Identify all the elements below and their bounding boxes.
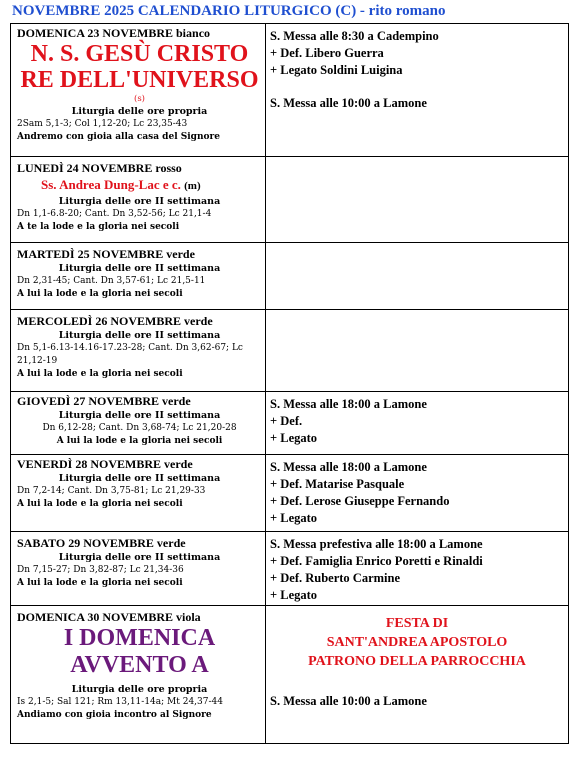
day-heading: DOMENICA 23 NOVEMBRE bianco bbox=[17, 26, 211, 40]
feast-title-line: AVVENTO A bbox=[70, 652, 209, 678]
event-line: + Def. Libero Guerra bbox=[270, 46, 384, 60]
day-cell bbox=[11, 24, 266, 157]
events-cell bbox=[266, 606, 569, 744]
saint-name bbox=[17, 176, 262, 195]
readings: Dn 1,1-6.8-20; Cant. Dn 3,52-56; Lc 21,1-4 bbox=[17, 209, 212, 219]
day-heading: MARTEDÌ 25 NOVEMBRE verde bbox=[17, 247, 195, 261]
table-row bbox=[11, 532, 569, 606]
event-line: S. Messa alle 18:00 a Lamone bbox=[270, 460, 427, 474]
day-cell bbox=[11, 243, 266, 310]
table-row bbox=[11, 310, 569, 392]
events-cell bbox=[266, 392, 569, 455]
day-heading: DOMENICA 30 NOVEMBRE viola bbox=[17, 610, 201, 624]
liturgy-hours: Liturgia delle ore II settimana bbox=[58, 552, 221, 563]
liturgy-hours: Liturgia delle ore II settimana bbox=[58, 196, 221, 207]
events-cell bbox=[266, 157, 569, 243]
readings: Dn 7,2-14; Cant. Dn 3,75-81; Lc 21,29-33 bbox=[17, 486, 206, 496]
psalm-response: A lui la lode e la gloria nei secoli bbox=[17, 499, 183, 509]
liturgy-hours: Liturgia delle ore II settimana bbox=[58, 330, 221, 341]
event-line bbox=[270, 79, 564, 95]
liturgy-hours: Liturgia delle ore propria bbox=[71, 684, 208, 695]
event-line: + Legato bbox=[270, 511, 318, 525]
day-cell bbox=[11, 606, 266, 744]
table-row bbox=[11, 606, 569, 744]
event-line: + Def. Ruberto Carmine bbox=[270, 571, 401, 585]
liturgical-grade: (s) bbox=[134, 94, 145, 104]
event-line: + Def. Matarise Pasquale bbox=[270, 477, 405, 491]
table-row bbox=[11, 392, 569, 455]
readings: Dn 7,15-27; Dn 3,82-87; Lc 21,34-36 bbox=[17, 565, 184, 575]
events-cell bbox=[266, 310, 569, 392]
psalm-response: A te la lode e la gloria nei secoli bbox=[17, 222, 180, 232]
table-row bbox=[11, 455, 569, 532]
psalm-response: A lui la lode e la gloria nei secoli bbox=[17, 369, 183, 379]
psalm-response: A lui la lode e la gloria nei secoli bbox=[17, 578, 183, 588]
readings: 2Sam 5,1-3; Col 1,12-20; Lc 23,35-43 bbox=[17, 119, 188, 129]
event-line: + Legato bbox=[270, 431, 318, 445]
festa-line: SANT'ANDREA APOSTOLO bbox=[326, 635, 508, 650]
feast-title-line: N. S. GESÙ CRISTO bbox=[30, 41, 249, 67]
liturgy-hours: Liturgia delle ore II settimana bbox=[58, 410, 221, 421]
event-line: + Def. Famiglia Enrico Poretti e Rinaldi bbox=[270, 554, 483, 568]
festa-line: FESTA DI bbox=[385, 616, 449, 631]
events-cell bbox=[266, 243, 569, 310]
day-heading: MERCOLEDÌ 26 NOVEMBRE verde bbox=[17, 314, 213, 328]
psalm-response: A lui la lode e la gloria nei secoli bbox=[56, 436, 223, 446]
liturgical-grade: (m) bbox=[184, 180, 201, 192]
psalm-response: A lui la lode e la gloria nei secoli bbox=[17, 289, 183, 299]
event-line: + Def. bbox=[270, 414, 303, 428]
readings: Is 2,1-5; Sal 121; Rm 13,11-14a; Mt 24,37-44 bbox=[17, 697, 223, 707]
day-heading: GIOVEDÌ 27 NOVEMBRE verde bbox=[17, 394, 191, 408]
table-row bbox=[11, 157, 569, 243]
saint-name-text: Ss. Andrea Dung-Lac e c. bbox=[41, 177, 181, 192]
day-heading: VENERDÌ 28 NOVEMBRE verde bbox=[17, 457, 193, 471]
readings: Dn 2,31-45; Cant. Dn 3,57-61; Lc 21,5-11 bbox=[17, 276, 206, 286]
event-line: + Def. Lerose Giuseppe Fernando bbox=[270, 494, 450, 508]
day-heading: LUNEDÌ 24 NOVEMBRE rosso bbox=[17, 161, 182, 175]
table-row bbox=[11, 24, 569, 157]
table-row bbox=[11, 243, 569, 310]
day-cell bbox=[11, 532, 266, 606]
events-cell bbox=[266, 455, 569, 532]
day-cell bbox=[11, 310, 266, 392]
psalm-response: Andiamo con gioia incontro al Signore bbox=[17, 710, 212, 720]
page-title: NOVEMBRE 2025 CALENDARIO LITURGICO (C) - rito romano bbox=[12, 3, 446, 19]
day-cell bbox=[11, 157, 266, 243]
events-cell bbox=[266, 24, 569, 157]
event-line: S. Messa alle 18:00 a Lamone bbox=[270, 397, 427, 411]
readings: Dn 6,12-28; Cant. Dn 3,68-74; Lc 21,20-28 bbox=[42, 423, 237, 433]
readings: Dn 5,1-6.13-14.16-17.23-28; Cant. Dn 3,62-67; Lc 21,12-19 bbox=[17, 343, 243, 366]
day-cell bbox=[11, 455, 266, 532]
event-line: + Legato bbox=[270, 588, 318, 602]
feast-title-line: I DOMENICA bbox=[63, 625, 216, 651]
event-line: S. Messa alle 10:00 a Lamone bbox=[270, 96, 427, 110]
day-heading: SABATO 29 NOVEMBRE verde bbox=[17, 536, 186, 550]
liturgy-hours: Liturgia delle ore II settimana bbox=[58, 473, 221, 484]
event-line bbox=[270, 671, 564, 693]
festa-line: PATRONO DELLA PARROCCHIA bbox=[308, 654, 526, 669]
event-line: S. Messa prefestiva alle 18:00 a Lamone bbox=[270, 537, 483, 551]
calendar-table bbox=[10, 23, 569, 744]
liturgy-hours: Liturgia delle ore propria bbox=[71, 106, 208, 117]
psalm-response: Andremo con gioia alla casa del Signore bbox=[17, 132, 220, 142]
events-cell bbox=[266, 532, 569, 606]
liturgy-hours: Liturgia delle ore II settimana bbox=[58, 263, 221, 274]
event-line: + Legato Soldini Luigina bbox=[270, 63, 403, 77]
event-line: S. Messa alle 10:00 a Lamone bbox=[270, 694, 427, 708]
event-line: S. Messa alle 8:30 a Cadempino bbox=[270, 29, 439, 43]
feast-title-line: RE DELL'UNIVERSO bbox=[20, 67, 259, 93]
day-cell bbox=[11, 392, 266, 455]
